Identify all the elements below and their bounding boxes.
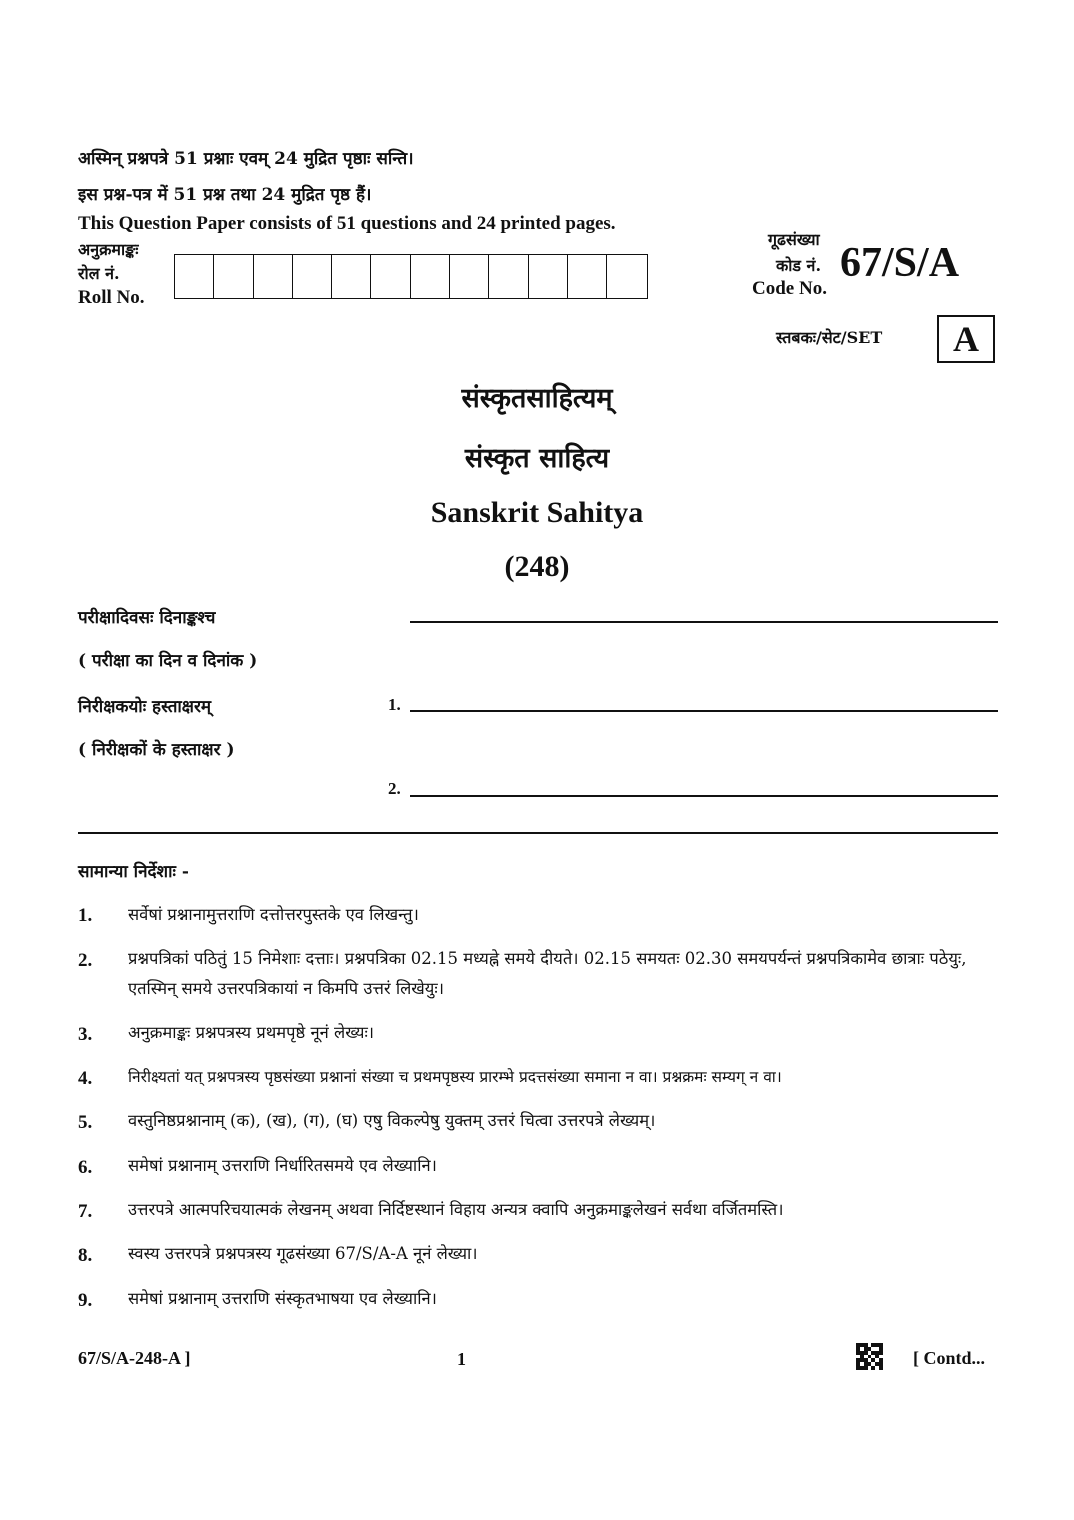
invigilator-sign-label-sanskrit: निरीक्षकयोः हस्ताक्षरम् [78, 697, 212, 717]
instruction-number: 2. [78, 950, 93, 971]
instruction-number: 1. [78, 905, 93, 926]
roll-label-english: Roll No. [78, 287, 145, 308]
exam-date-label-hindi: ( परीक्षा का दिन व दिनांक ) [78, 651, 258, 671]
invigilator-sign-label-hindi: ( निरीक्षकों के हस्ताक्षर ) [78, 740, 235, 760]
roll-digit-box[interactable] [214, 255, 253, 298]
instruction-text: निरीक्ष्यतां यत् प्रश्नपत्रस्य पृष्ठसंख्या प्रश्नानां संख्या च प्रथमपृष्ठस्य प्रारम्भे प्रदत्तसंख्या समाना न वा। प्रश्नक्रमः सम्यग् न वा। [128, 1068, 782, 1086]
code-label-sanskrit: गूढसंख्या [768, 230, 820, 249]
subject-title-english: Sanskrit Sahitya [430, 496, 644, 529]
roll-number-boxes[interactable] [174, 254, 648, 299]
sign-2-number: 2. [388, 779, 401, 798]
set-label: स्तबकः/सेट/SET [776, 328, 883, 347]
page-number: 1 [457, 1349, 466, 1369]
exam-date-label-sanskrit: परीक्षादिवसः दिनाङ्कश्च [78, 608, 216, 628]
roll-digit-box[interactable] [607, 255, 646, 298]
instruction-number: 9. [78, 1290, 93, 1311]
roll-digit-box[interactable] [489, 255, 528, 298]
question-count-english: This Question Paper consists of 51 questions and 24 printed pages. [78, 213, 616, 234]
exam-date-line[interactable] [410, 621, 998, 623]
roll-digit-box[interactable] [332, 255, 371, 298]
sign-1-number: 1. [388, 695, 401, 714]
roll-label-hindi: रोल नं. [78, 264, 120, 283]
roll-digit-box[interactable] [254, 255, 293, 298]
roll-digit-box[interactable] [293, 255, 332, 298]
instruction-text: समेषां प्रश्नानाम् उत्तराणि निर्धारितसमये एव लेख्यानि। [128, 1156, 437, 1175]
roll-digit-box[interactable] [568, 255, 607, 298]
subject-title-hindi: संस्कृत साहित्य [464, 443, 610, 474]
roll-digit-box[interactable] [411, 255, 450, 298]
code-label-english: Code No. [752, 278, 827, 299]
question-count-sanskrit: अस्मिन् प्रश्नपत्रे 51 प्रश्नाः एवम् 24 मुद्रित पृष्ठाः सन्ति। [78, 149, 414, 169]
set-box: A [937, 315, 995, 363]
roll-digit-box[interactable] [450, 255, 489, 298]
subject-code: (248) [504, 550, 570, 583]
roll-label-sanskrit: अनुक्रमाङ्कः [78, 240, 139, 259]
instruction-text: सर्वेषां प्रश्नानामुत्तराणि दत्तोत्तरपुस्तके एव लिखन्तु। [128, 905, 419, 924]
instruction-number: 8. [78, 1245, 93, 1266]
invigilator-sign-2-line[interactable] [410, 795, 998, 797]
continued-marker: [ Contd... [913, 1348, 986, 1368]
instruction-number: 3. [78, 1024, 93, 1045]
section-divider [78, 832, 998, 834]
code-label-hindi: कोड नं. [776, 256, 822, 275]
instruction-text: अनुक्रमाङ्कः प्रश्नपत्रस्य प्रथमपृष्ठे नूनं लेख्यः। [128, 1023, 375, 1042]
roll-digit-box[interactable] [175, 255, 214, 298]
qr-code-icon [856, 1343, 883, 1370]
instruction-text: प्रश्नपत्रिकां पठितुं 15 निमेशाः दत्ताः। प्रश्नपत्रिका 02.15 मध्यह्ने समये दीयते। 02.15 समयतः 02.30 समयपर्यन्तं प्रश्नपत्रिकामेव छात्राः पठेयुः, एतस्मिन् समये उत्तरपत्रिकायां न किमपि उत्तरं लिखेयुः। [128, 949, 967, 998]
instruction-number: 6. [78, 1157, 93, 1178]
instruction-text: समेषां प्रश्नानाम् उत्तराणि संस्कृतभाषया एव लेख्यानि। [128, 1289, 437, 1308]
instruction-text: उत्तरपत्रे आत्मपरिचयात्मकं लेखनम् अथवा निर्दिष्टस्थानं विहाय अन्यत्र क्वापि अनुक्रमाङ्कलेखनं सर्वथा वर्जितमस्ति। [128, 1200, 784, 1219]
instructions-heading: सामान्या निर्देशाः - [78, 862, 189, 882]
roll-digit-box[interactable] [371, 255, 410, 298]
instruction-number: 4. [78, 1068, 93, 1089]
code-number: 67/S/A [840, 240, 960, 286]
question-count-hindi: इस प्रश्न-पत्र में 51 प्रश्न तथा 24 मुद्रित पृष्ठ हैं। [78, 185, 372, 205]
instruction-number: 7. [78, 1201, 93, 1222]
instruction-number: 5. [78, 1112, 93, 1133]
instruction-text: स्वस्य उत्तरपत्रे प्रश्नपत्रस्य गूढसंख्या 67/S/A-A नूनं लेख्या। [128, 1244, 478, 1263]
invigilator-sign-1-line[interactable] [410, 710, 998, 712]
roll-digit-box[interactable] [529, 255, 568, 298]
subject-title-sanskrit: संस्कृतसाहित्यम् [461, 383, 613, 414]
footer-paper-code: 67/S/A-248-A ] [78, 1348, 191, 1368]
instruction-text: वस्तुनिष्ठप्रश्नानाम् (क), (ख), (ग), (घ) एषु विकल्पेषु युक्तम् उत्तरं चित्वा उत्तरपत्रे लेख्यम्। [128, 1111, 656, 1130]
